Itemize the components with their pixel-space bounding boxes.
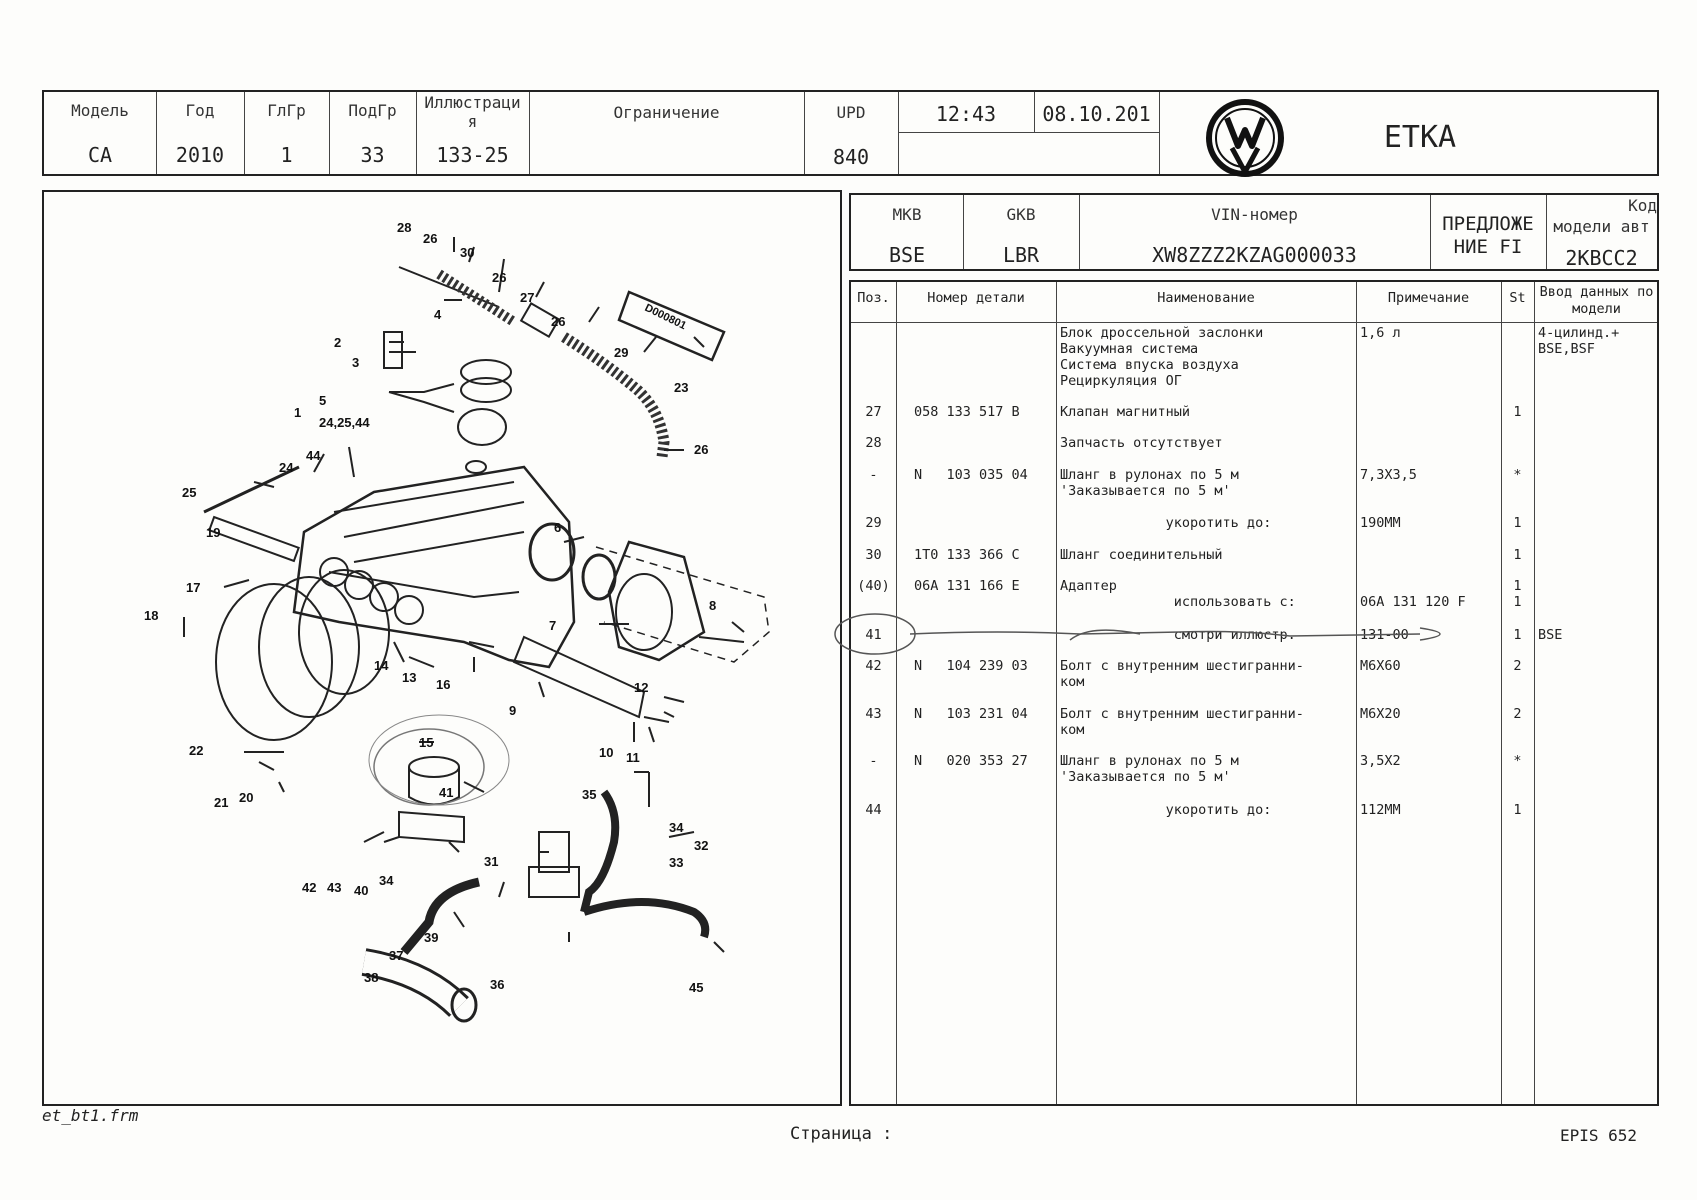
restriction-label: Ограничение: [613, 103, 720, 122]
callout-42: 42: [302, 880, 317, 895]
row-part: 058 133 517 B: [914, 404, 1020, 420]
form-name: et_bt1.frm: [42, 1106, 139, 1125]
row-st: 2: [1513, 706, 1522, 722]
callout-16: 16: [436, 677, 451, 692]
diagram-panel: [42, 190, 842, 1106]
row-pos: 44: [865, 802, 882, 818]
row-note: 1,6 л: [1360, 325, 1401, 341]
callout-37: 37: [389, 948, 404, 963]
row-note: 112MM: [1360, 802, 1401, 818]
callout-24: 24: [279, 460, 294, 475]
main-group-label: ГлГр: [267, 101, 306, 120]
document-code: EPIS 652: [1560, 1126, 1638, 1145]
callout-38: 38: [364, 970, 379, 985]
gkb-value: LBR: [1002, 243, 1040, 267]
row-note: M6X60: [1360, 658, 1401, 674]
callout-43: 43: [327, 880, 342, 895]
subgroup-label: ПодГр: [348, 101, 397, 120]
illustration-label: Иллюстраци: [424, 93, 521, 112]
callout-40: 40: [354, 883, 369, 898]
row-name: Шланг в рулонах по 5 м 'Заказывается по 5 м': [1060, 467, 1239, 499]
row-st: 1: [1513, 404, 1522, 420]
row-pos: 27: [865, 404, 882, 420]
row-pos: -: [869, 753, 878, 769]
row-pos: (40): [857, 578, 890, 594]
row-name: Шланг в рулонах по 5 м 'Заказывается по 5 м': [1060, 753, 1239, 785]
model-code-label-wrap: модели авт: [1553, 217, 1650, 236]
model-code-label: Код: [1628, 196, 1657, 215]
callout-31: 31: [484, 854, 499, 869]
subgroup-value: 33: [360, 143, 385, 167]
date-display: 08.10.201: [1042, 102, 1151, 126]
row-part: N 020 353 27: [914, 753, 1028, 769]
callout-22: 22: [189, 743, 204, 758]
row-name: укоротить до:: [1060, 515, 1272, 531]
callout-26c: 26: [551, 314, 566, 329]
callout-23: 23: [674, 380, 689, 395]
row-name: смотри иллюстр.: [1060, 627, 1296, 643]
row-name: Блок дроссельной заслонки Вакуумная система Система впуска воздуха Рециркуляция ОГ: [1060, 325, 1264, 389]
hand-annotation-mark: [820, 600, 1620, 680]
row-pos: -: [869, 467, 878, 483]
row-note: 131-00: [1360, 627, 1409, 643]
row-note: 06A 131 120 F: [1360, 594, 1466, 610]
row-pos: 28: [865, 435, 882, 451]
row-model: 4-цилинд.+ BSE,BSF: [1538, 325, 1620, 357]
main-group-value: 1: [280, 143, 293, 167]
callout-13: 13: [402, 670, 417, 685]
mkb-label: MKB: [892, 205, 922, 224]
row-st: 1: [1513, 627, 1522, 643]
row-pos: 29: [865, 515, 882, 531]
callout-1: 1: [294, 405, 302, 420]
callout-7: 7: [549, 618, 557, 633]
callout-3: 3: [352, 355, 360, 370]
row-part: 1T0 133 366 C: [914, 547, 1020, 563]
callout-14: 14: [374, 658, 389, 673]
callout-2: 2: [334, 335, 342, 350]
upd-label: UPD: [836, 103, 866, 122]
exploded-view-diagram: [44, 192, 840, 1104]
callout-15: 15: [419, 735, 434, 750]
row-pos: 30: [865, 547, 882, 563]
row-note: M6X20: [1360, 706, 1401, 722]
callout-29: 29: [614, 345, 629, 360]
row-pos: 42: [865, 658, 882, 674]
callout-24-25-44: 24,25,44: [319, 415, 370, 430]
row-note: 7,3X3,5: [1360, 467, 1417, 483]
upd-value: 840: [832, 145, 870, 169]
callout-26a: 26: [423, 231, 438, 246]
callout-21: 21: [214, 795, 229, 810]
row-note: 3,5X2: [1360, 753, 1401, 769]
callout-8: 8: [709, 598, 717, 613]
row-name: Болт с внутренним шестигранни- ком: [1060, 706, 1304, 738]
year-label: Год: [185, 101, 215, 120]
row-name: Болт с внутренним шестигранни- ком: [1060, 658, 1304, 690]
callout-34b: 34: [379, 873, 394, 888]
row-st: 1 1: [1513, 578, 1522, 610]
callout-4: 4: [434, 307, 442, 322]
row-st: 1: [1513, 515, 1522, 531]
model-label: Модель: [71, 101, 129, 120]
row-st: *: [1513, 753, 1522, 769]
row-part: N 103 035 04: [914, 467, 1028, 483]
col-header-model-input-wrap: модели: [1572, 301, 1621, 317]
page-label: Страница :: [790, 1124, 893, 1144]
row-name: Клапан магнитный: [1060, 404, 1191, 420]
col-header-st: St: [1509, 290, 1526, 306]
row-name: Запчасть отсутствует: [1060, 435, 1223, 451]
callout-35: 35: [582, 787, 597, 802]
callout-20: 20: [239, 790, 254, 805]
row-model: BSE: [1538, 627, 1563, 643]
callout-45: 45: [689, 980, 704, 995]
app-title: ETKA: [1383, 120, 1457, 155]
callout-30: 30: [460, 245, 475, 260]
callout-11: 11: [626, 750, 640, 765]
row-part: N 103 231 04: [914, 706, 1028, 722]
row-part: N 104 239 03: [914, 658, 1028, 674]
row-note: 190MM: [1360, 515, 1401, 531]
callout-19: 19: [206, 525, 221, 540]
callout-5: 5: [319, 393, 327, 408]
offer-label: ПРЕДЛОЖЕ: [1442, 213, 1534, 235]
callout-26b: 26: [492, 270, 507, 285]
callout-34a: 34: [669, 820, 684, 835]
row-st: 1: [1513, 547, 1522, 563]
callout-26d: 26: [694, 442, 709, 457]
illustration-value: 133-25: [436, 143, 509, 167]
callout-25: 25: [182, 485, 197, 500]
callout-41: 41: [439, 785, 454, 800]
row-name: укоротить до:: [1060, 802, 1272, 818]
callout-27: 27: [520, 290, 535, 305]
callout-44: 44: [306, 448, 321, 463]
vw-logo-icon: [1205, 98, 1285, 182]
col-header-note: Примечание: [1387, 290, 1470, 306]
col-header-model-input: Ввод данных по: [1539, 284, 1654, 300]
callout-36: 36: [490, 977, 505, 992]
vin-label: VIN-номер: [1211, 205, 1298, 224]
col-header-name: Наименование: [1157, 290, 1255, 306]
callout-28: 28: [397, 220, 412, 235]
callout-32: 32: [694, 838, 709, 853]
callout-10: 10: [599, 745, 614, 760]
time-display: 12:43: [935, 102, 997, 126]
col-header-part-number: Номер детали: [927, 290, 1025, 306]
row-st: *: [1513, 467, 1522, 483]
callout-9: 9: [509, 703, 517, 718]
row-pos: 41: [865, 627, 882, 643]
row-part: 06A 131 166 E: [914, 578, 1020, 594]
row-pos: 43: [865, 706, 882, 722]
offer-label-wrap: НИЕ FI: [1453, 236, 1523, 258]
callout-18: 18: [144, 608, 159, 623]
year-value: 2010: [175, 143, 225, 167]
col-header-pos: Поз.: [857, 290, 890, 306]
illustration-label-wrap: я: [467, 112, 478, 131]
row-name: Шланг соединительный: [1060, 547, 1223, 563]
gkb-label: GKB: [1006, 205, 1036, 224]
vin-value: XW8ZZZ2KZAG000033: [1152, 243, 1357, 267]
callout-6: 6: [554, 520, 562, 535]
row-name: Адаптер использовать с:: [1060, 578, 1296, 610]
callout-39: 39: [424, 930, 439, 945]
tube-label: D000801: [642, 301, 689, 333]
callout-33: 33: [669, 855, 684, 870]
row-st: 2: [1513, 658, 1522, 674]
callout-17: 17: [186, 580, 201, 595]
model-code-value: 2KBCC2: [1565, 246, 1638, 270]
row-st: 1: [1513, 802, 1522, 818]
callout-12: 12: [634, 680, 649, 695]
mkb-value: BSE: [888, 243, 926, 267]
model-value: CA: [87, 143, 113, 167]
